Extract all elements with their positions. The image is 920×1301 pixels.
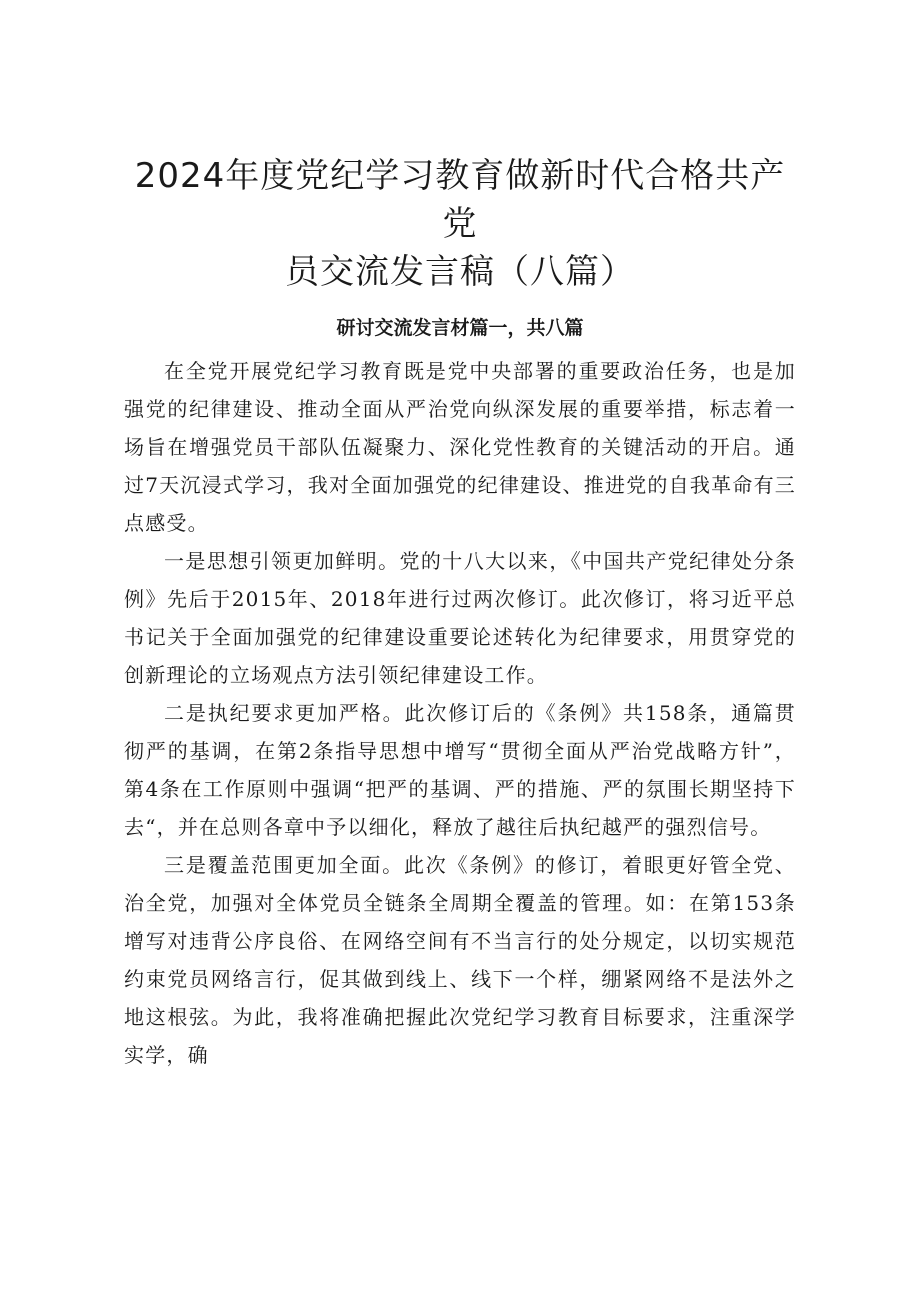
paragraph-point-two: 二是执纪要求更加严格。此次修订后的《条例》共158条，通篇贯彻严的基调，在第2条指导思想中增写“贯彻全面从严治党战略方针”，第4条在工作原则中强调“把严的基调、严的措施、严的氛围长期坚持下去“，并在总则各章中予以细化，释放了越往后执纪越严的强烈信号。 (124, 701, 796, 839)
section-heading: 研讨交流发言材篇一，共八篇 (336, 317, 584, 339)
paragraph-point-three: 三是覆盖范围更加全面。此次《条例》的修订，着眼更好管全党、治全党，加强对全体党员全链条全周期全覆盖的管理。如：在第153条增写对违背公序良俗、在网络空间有不当言行的处分规定，以切实规范约束党员网络言行，促其做到线上、线下一个样，绷紧网络不是法外之地这根弦。为此，我将准确把握此次党纪学习教育目标要求，注重深学实学，确 (124, 853, 796, 1067)
title-line-2: 员交流发言稿（八篇） (285, 252, 635, 292)
paragraph-intro: 在全党开展党纪学习教育既是党中央部署的重要政治任务，也是加强党的纪律建设、推动全面从严治党向纵深发展的重要举措，标志着一场旨在增强党员干部队伍凝聚力、深化党性教育的关键活动的开启。通过7天沉浸式学习，我对全面加强党的纪律建设、推进党的自我革命有三点感受。 (124, 359, 796, 535)
title-line-1: 2024年度党纪学习教育做新时代合格共产党 (134, 156, 786, 244)
document-body (124, 352, 796, 1074)
paragraph-point-one: 一是思想引领更加鲜明。党的十八大以来，《中国共产党纪律处分条例》先后于2015年、2018年进行过两次修订。此次修订，将习近平总书记关于全面加强党的纪律建设重要论述转化为纪律要求，用贯穿党的创新理论的立场观点方法引领纪律建设工作。 (124, 549, 796, 687)
document-title (120, 152, 800, 296)
